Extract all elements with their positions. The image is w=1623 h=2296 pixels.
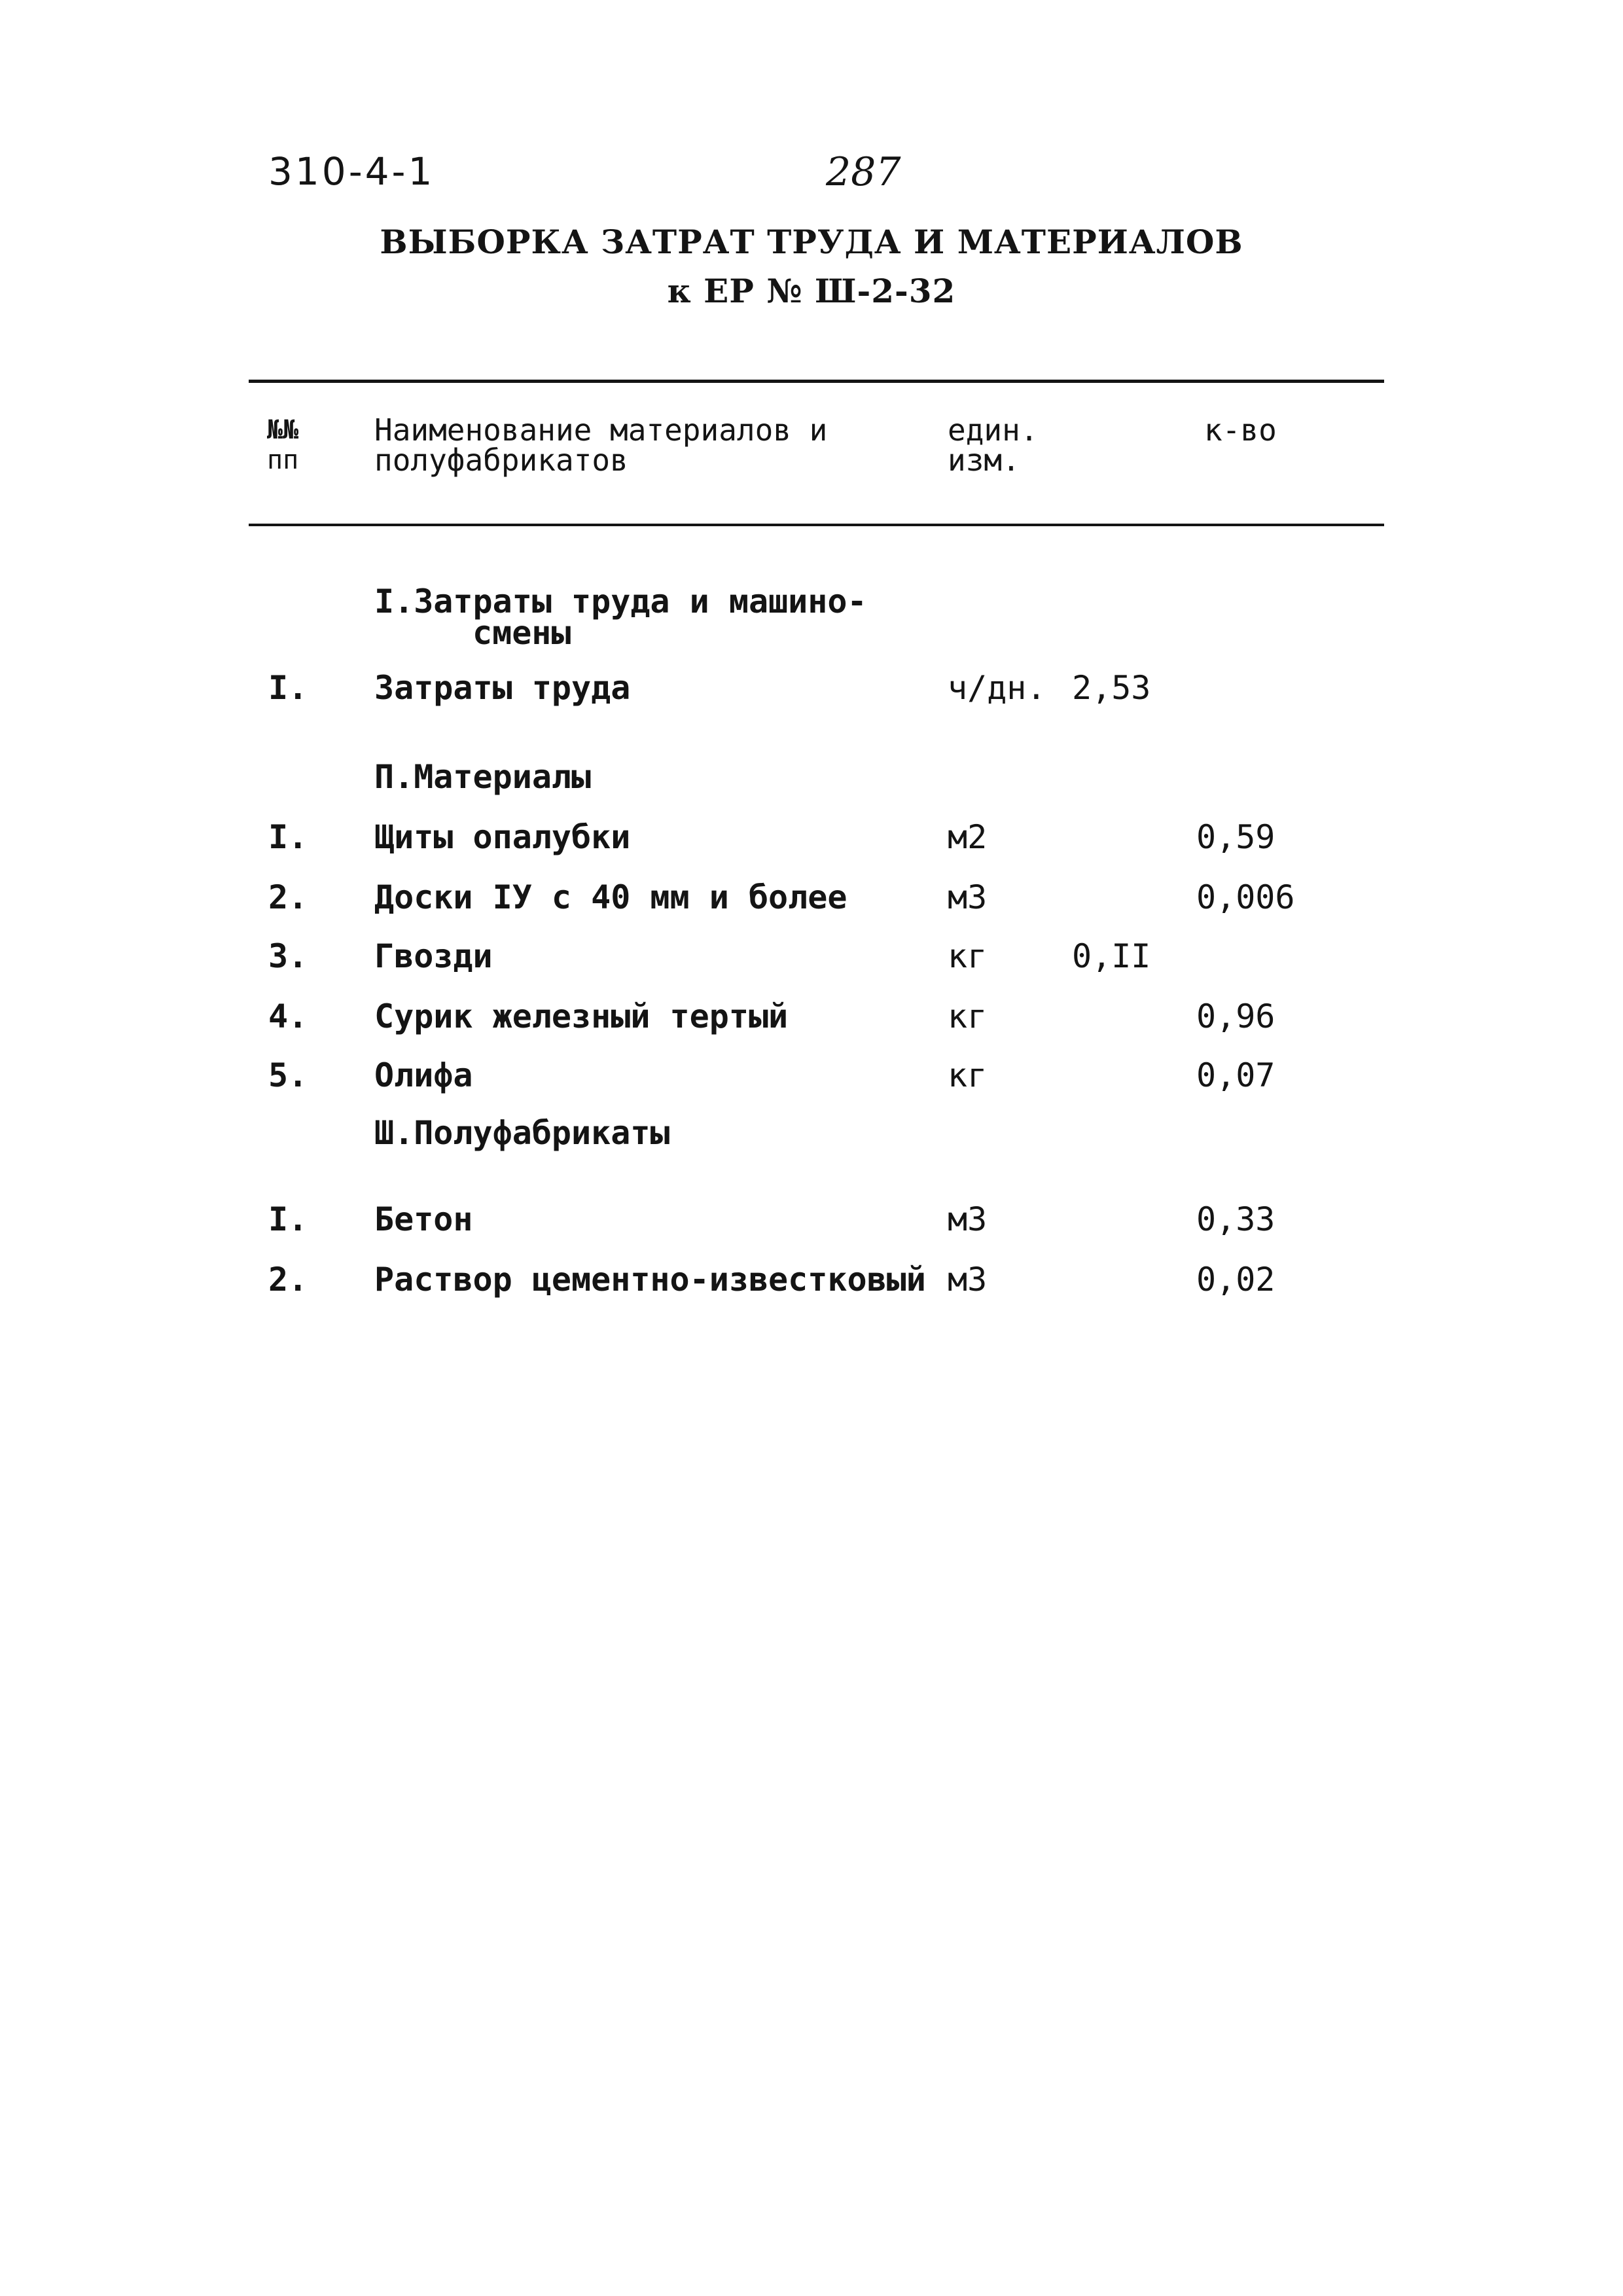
row-value: 0,006	[1196, 878, 1295, 916]
section-title-semifinished: Ш.Полуфабрикаты	[374, 1114, 670, 1152]
row-value: 0,33	[1196, 1200, 1275, 1238]
row-num: 4.	[268, 997, 308, 1035]
row-value: 2,53	[1072, 669, 1151, 707]
section-title-labor-line2: смены	[473, 614, 571, 652]
table-header-rule	[249, 524, 1384, 526]
header-name-line1: Наименование материалов и	[374, 412, 828, 448]
header-num-line1: №№	[267, 415, 299, 445]
row-name: Сурик железный тертый	[374, 997, 789, 1035]
row-num: I.	[268, 1200, 308, 1238]
header-qty: к-во	[1204, 412, 1277, 448]
section-title-materials: П.Материалы	[374, 758, 592, 796]
row-name: Раствор цементно-известковый	[374, 1261, 926, 1299]
document-subtitle: к ЕР № Ш-2-32	[667, 272, 956, 310]
row-num: 5.	[268, 1056, 308, 1094]
table-top-rule	[249, 380, 1384, 383]
document-code: 310-4-1	[268, 149, 435, 194]
row-value: 0,02	[1196, 1261, 1275, 1299]
row-name: Доски IУ с 40 мм и более	[374, 878, 847, 916]
row-unit: ч/дн.	[948, 669, 1046, 707]
row-num: 3.	[268, 937, 308, 975]
header-num-line2: пп	[267, 445, 299, 475]
row-value: 0,59	[1196, 818, 1275, 856]
row-unit: кг	[948, 1056, 988, 1094]
section-title-labor-line1: I.Затраты труда и машино-	[374, 583, 867, 620]
row-name: Гвозди	[374, 937, 493, 975]
header-unit-line1: един.	[948, 412, 1039, 448]
row-unit: м3	[948, 1200, 988, 1238]
row-name: Затраты труда	[374, 669, 631, 707]
row-unit: кг	[948, 937, 988, 975]
header-unit-line2: изм.	[948, 442, 1020, 478]
row-value: 0,07	[1196, 1056, 1275, 1094]
row-unit: м3	[948, 1261, 988, 1299]
row-num: 2.	[268, 1261, 308, 1299]
row-unit: м3	[948, 878, 988, 916]
page-number: 287	[826, 149, 901, 195]
row-unit: м2	[948, 818, 988, 856]
header-name-line2: полуфабрикатов	[374, 442, 628, 478]
row-num: 2.	[268, 878, 308, 916]
row-name: Щиты опалубки	[374, 818, 631, 856]
row-num: I.	[268, 669, 308, 707]
row-unit: кг	[948, 997, 988, 1035]
row-name: Бетон	[374, 1200, 473, 1238]
row-value: 0,II	[1072, 937, 1151, 975]
row-num: I.	[268, 818, 308, 856]
row-name: Олифа	[374, 1056, 473, 1094]
row-value: 0,96	[1196, 997, 1275, 1035]
document-title: ВЫБОРКА ЗАТРАТ ТРУДА И МАТЕРИАЛОВ	[380, 223, 1243, 261]
